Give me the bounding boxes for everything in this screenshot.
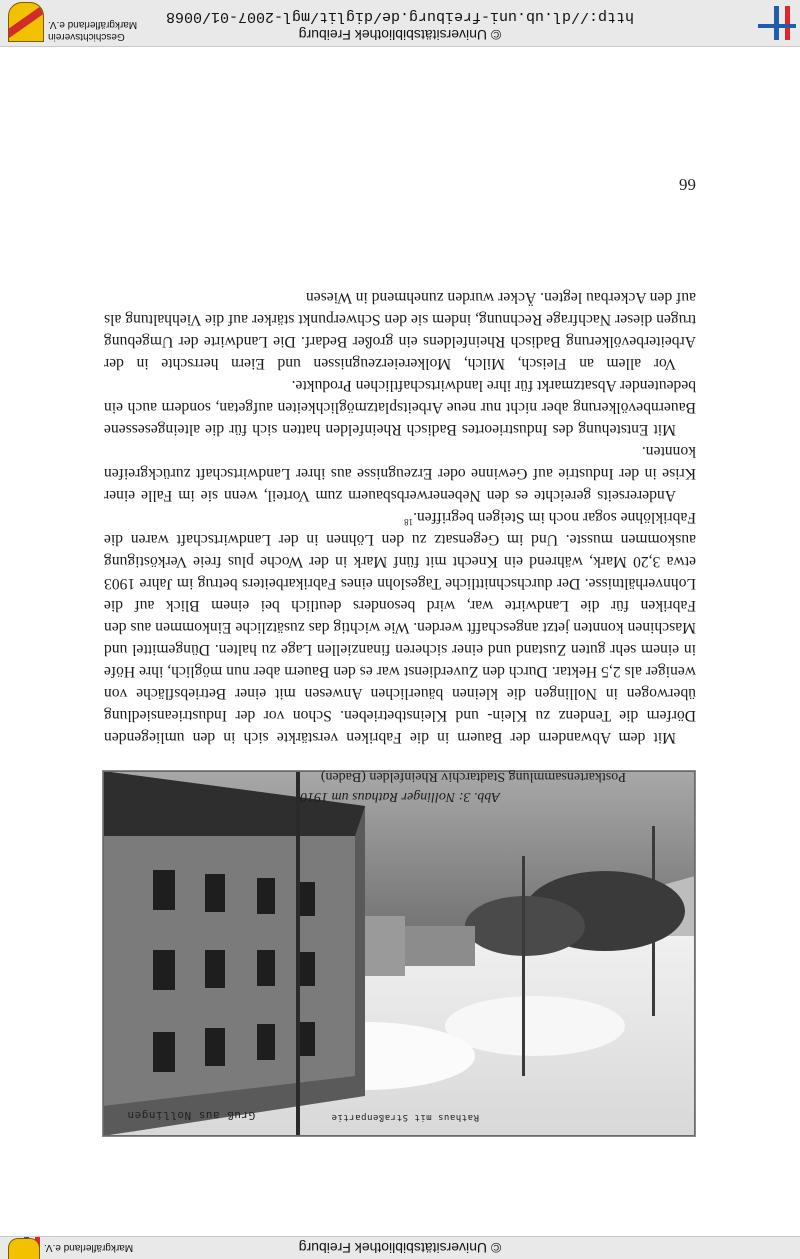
page-number: 66 <box>679 175 696 194</box>
top-copyright-text: © Universitätsbibliothek Freiburg <box>298 1240 502 1256</box>
footnote-marker: 18 <box>404 517 414 528</box>
paragraph-1 <box>104 506 696 748</box>
footer-copyright: © Universitätsbibliothek Freiburg <box>298 27 502 43</box>
figure-title: Nollinger Rathaus um 1910 <box>300 789 456 804</box>
photo-street-label: Rathaus mit Straßenpartie <box>331 1112 479 1122</box>
figure-source: Postkartensammlung Stadtarchiv Rheinfelden (Baden) <box>320 769 626 784</box>
paragraph-4: Vor allem an Fleisch, Milch, Molkereierzeugnissen und Eiern herrschte in der Arbeiterbevölkerung Badisch Rheinfeldens ein großer Bedarf. Die Landwirte der Umgebung trugen dieser Nachfrage Rechnung, indem sie den Schwerpunkt stärker auf die Viehhaltung als auf den Ackerbau legten. Äcker wurden zunehmend in Wiesen <box>104 289 696 372</box>
photo-greeting-label: Gruß aus Nollingen <box>127 1109 256 1122</box>
society-crest-icon <box>8 1238 40 1259</box>
photo-drawing <box>103 771 695 1136</box>
top-society-text: Markgräflerland e.V. <box>44 1242 134 1253</box>
historic-photo-rathaus <box>102 770 696 1137</box>
society-crest-icon <box>8 2 44 42</box>
footer-url-link[interactable]: http://dl.ub.uni-freiburg.de/diglit/mgl-2007-01/0068 <box>165 8 635 25</box>
paragraph-1-text: Mit dem Abwandern der Bauern in die Fabriken verstärkte sich in den umliegenden Dörfern die Tendenz zu Klein- und Kleinstbetrieben. Schon vor der Industrieansiedlung überwogen in Nollingen die kleinen bäuerlichen Anwesen mit einer Betriebsfläche von weniger als 2,5 Hektar. Durch den Zuverdienst war es den Bauern aber nun möglich, ihre Höfe in einem sehr guten Zustand und einer sicheren finanziellen Lage zu halten. Düngemittel und Maschinen konnten jetzt angeschafft werden. Wie wichtig das zusätzliche Einkommen aus den Fabriken für die Landwirte war, wird besonders deutlich bei einem Blick auf die Lohnverhältnisse. Der durchschnittliche Tageslohn eines Fabrikarbeiters betrug im Jahre 1903 etwa 3,20 Mark, während ein Knecht mit fünf Mark in der Woche plus freie Verköstigung auskommen musste. Und im Gegensatz zu den Löhnen in der Landwirtschaft waren die Fabriklöhne sogar noch im Steigen begriffen. <box>104 509 696 746</box>
figure-caption <box>104 766 696 806</box>
top-viewer-strip <box>0 1236 800 1259</box>
paragraph-2: Andererseits gereichte es den Nebenerwerbsbauern zum Vorteil, wenn sie im Falle einer Krise in der Industrie auf Gewinne oder Erzeugnisse aus ihrer Landwirtschaft zurückgreifen konnten. <box>104 443 696 504</box>
society-line-2: Markgräflerland e.V. <box>48 19 138 30</box>
society-line-1: Geschichtsverein <box>48 31 125 42</box>
body-text <box>104 286 696 748</box>
paragraph-3: Mit Entstehung des Industrieortes Badisch Rheinfelden hatten sich für die alteingesessene Bauernbevölkerung aber nicht nur neue Arbeitsplatzmöglichkeiten aufgetan, sondern auch ein bedeutender Absatzmarkt für ihre landwirtschaftlichen Produkte. <box>104 377 696 438</box>
footer-viewer-strip <box>0 0 800 47</box>
figure-label: Abb. 3: <box>458 789 500 804</box>
society-name <box>48 18 198 42</box>
